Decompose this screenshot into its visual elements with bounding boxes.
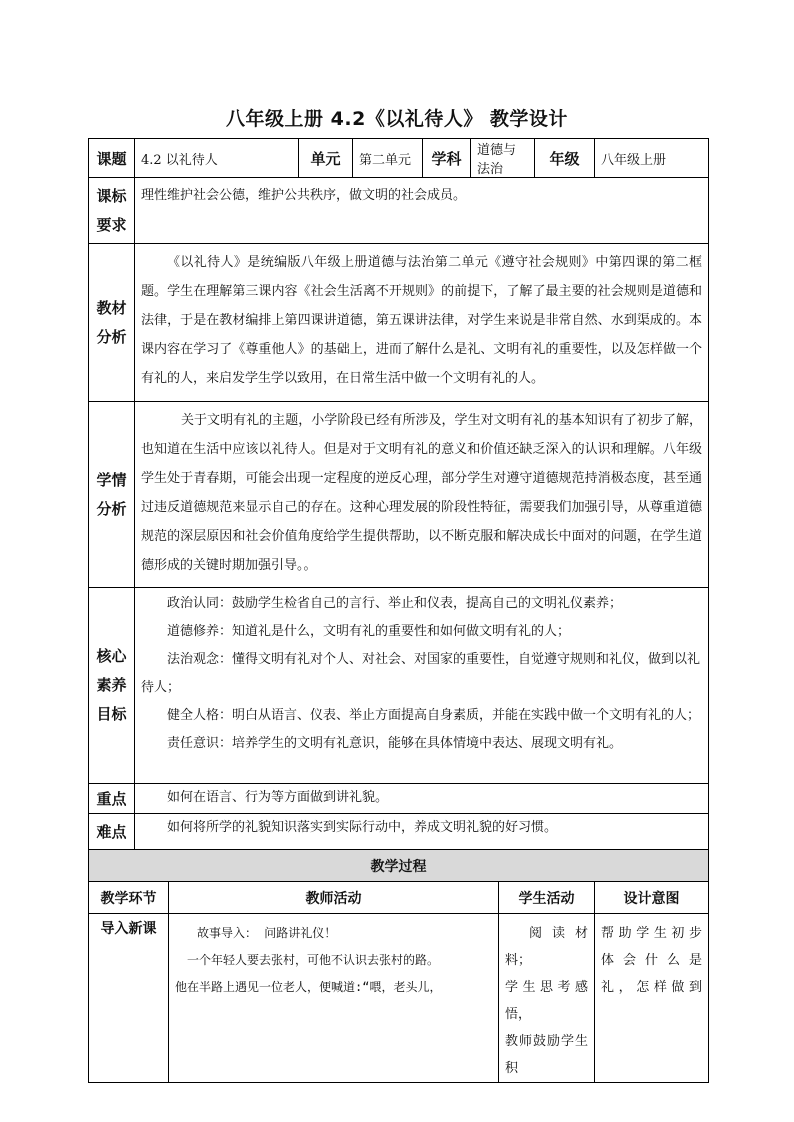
standard-label-line2: 要求: [96, 215, 127, 234]
textbook-analysis-label-line1: 教材: [96, 298, 127, 317]
goal-item: 责任意识：培养学生的文明有礼意识，能够在具体情境中表达、展现文明有礼。: [167, 736, 623, 751]
difficult-point-label: 难点: [89, 814, 135, 850]
stage-cell: 导入新课: [89, 914, 169, 1083]
textbook-analysis-label-line2: 分析: [96, 327, 127, 346]
standard-label-line1: 课标: [96, 186, 127, 205]
student-analysis-cell: [135, 402, 709, 588]
design-intent-header: 设计意图: [595, 882, 709, 914]
process-header-row: [89, 882, 709, 914]
textbook-analysis-label: [89, 244, 135, 402]
difficult-point-text: 如何将所学的礼貌知识落实到实际行动中，养成文明礼貌的好习惯。: [135, 814, 709, 850]
goal-item: 政治认同：鼓励学生检省自己的言行、举止和仪表，提高自己的文明礼仪素养；: [167, 596, 623, 611]
teacher-activity-line: 故事导入： 问路讲礼仪！: [197, 926, 337, 940]
teacher-activity-line: 一个年轻人要去张村，可他不认识去张村的路。: [187, 953, 440, 967]
core-literacy-cell: [135, 588, 709, 784]
goal-item: 法治观念：懂得文明有礼对个人、对社会、对国家的重要性，自觉遵守规则和礼仪，做到以礼待人；: [141, 652, 701, 695]
process-section-title: 教学过程: [89, 850, 709, 882]
core-literacy-label-line3: 目标: [96, 705, 127, 723]
student-analysis-row: [89, 402, 709, 588]
student-activity-header: 学生活动: [499, 882, 595, 914]
textbook-analysis-text: 《以礼待人》是统编版八年级上册道德与法治第二单元《遵守社会规则》中第四课的第二框题。学生在理解第三课内容《社会生活离不开规则》的前提下，了解了最主要的社会规则是道德和法律，于是在教材编排上第四课讲道德，第五课讲法律，对学生来说是非常自然、水到渠成的。本课内容在学习了《尊重他人》的基础上，进而了解什么是礼、文明有礼的重要性，以及怎样做一个有礼的人，来启发学生学以致用，在日常生活中做一个文明有礼的人。: [141, 255, 703, 386]
key-point-row: [89, 784, 709, 814]
goal-item: 健全人格：明白从语言、仪表、举止方面提高自身素质，并能在实践中做一个文明有礼的人；: [167, 708, 701, 723]
stage-header: 教学环节: [89, 882, 169, 914]
textbook-analysis-row: [89, 244, 709, 402]
teacher-activity-cell: [169, 914, 499, 1083]
info-row: [89, 139, 709, 178]
textbook-analysis-cell: [135, 244, 709, 402]
core-literacy-row: [89, 588, 709, 784]
document-title: 八年级上册 4.2《以礼待人》 教学设计: [226, 108, 568, 130]
process-row: [89, 914, 709, 1083]
student-analysis-label-line2: 分析: [96, 499, 127, 518]
core-literacy-label-line1: 核心: [96, 647, 127, 665]
topic-value: 4.2 以礼待人: [135, 139, 299, 178]
design-intent-cell: [595, 914, 709, 1083]
student-activity-line: 阅读材料；: [505, 926, 589, 968]
subject-value: 道德与法治: [471, 139, 535, 178]
goal-item: 道德修养：知道礼是什么，文明有礼的重要性和如何做文明有礼的人；: [167, 624, 571, 639]
teacher-activity-header: 教师活动: [169, 882, 499, 914]
student-analysis-label-line1: 学情: [96, 470, 127, 489]
unit-label: 单元: [299, 139, 353, 178]
design-intent-line: 帮助学生初步: [601, 926, 703, 941]
core-literacy-label: [89, 588, 135, 784]
key-point-label: 重点: [89, 784, 135, 814]
topic-label: 课题: [89, 139, 135, 178]
key-point-text: 如何在语言、行为等方面做到讲礼貌。: [135, 784, 709, 814]
grade-label: 年级: [535, 139, 595, 178]
standard-row: [89, 178, 709, 244]
process-section-row: [89, 850, 709, 882]
student-analysis-label: [89, 402, 135, 588]
standard-text: 理性维护社会公德，维护公共秩序，做文明的社会成员。: [135, 178, 709, 244]
student-activity-line: 教师鼓励学生积: [505, 1034, 589, 1076]
teacher-activity-line: 他在半路上遇见一位老人，便喊道:“喂，老头儿，: [175, 980, 442, 994]
grade-value: 八年级上册: [595, 139, 709, 178]
subject-label: 学科: [423, 139, 471, 178]
student-activity-cell: [499, 914, 595, 1083]
difficult-point-row: [89, 814, 709, 850]
standard-label: [89, 178, 135, 244]
design-intent-line: 礼，怎样做到: [601, 980, 703, 995]
design-intent-line: 体会什么是: [601, 953, 703, 968]
unit-value: 第二单元: [353, 139, 423, 178]
student-analysis-text: 关于文明有礼的主题，小学阶段已经有所涉及，学生对文明有礼的基本知识有了初步了解，也知道在生活中应该以礼待人。但是对于文明有礼的意义和价值还缺乏深入的认识和理解。八年级学生处于青春期，可能会出现一定程度的逆反心理，部分学生对遵守道德规范持消极态度，甚至通过违反道德规范来显示自己的存在。这种心理发展的阶段性特征，需要我们加强引导，从尊重道德规范的深层原因和社会价值角度给学生提供帮助，以不断克服和解决成长中面对的问题，在学生道德形成的关键时期加强引导。。: [141, 413, 703, 573]
core-literacy-label-line2: 素养: [96, 676, 127, 694]
lesson-plan-table: [88, 138, 709, 1083]
student-activity-line: 学生思考感悟，: [505, 980, 589, 1022]
